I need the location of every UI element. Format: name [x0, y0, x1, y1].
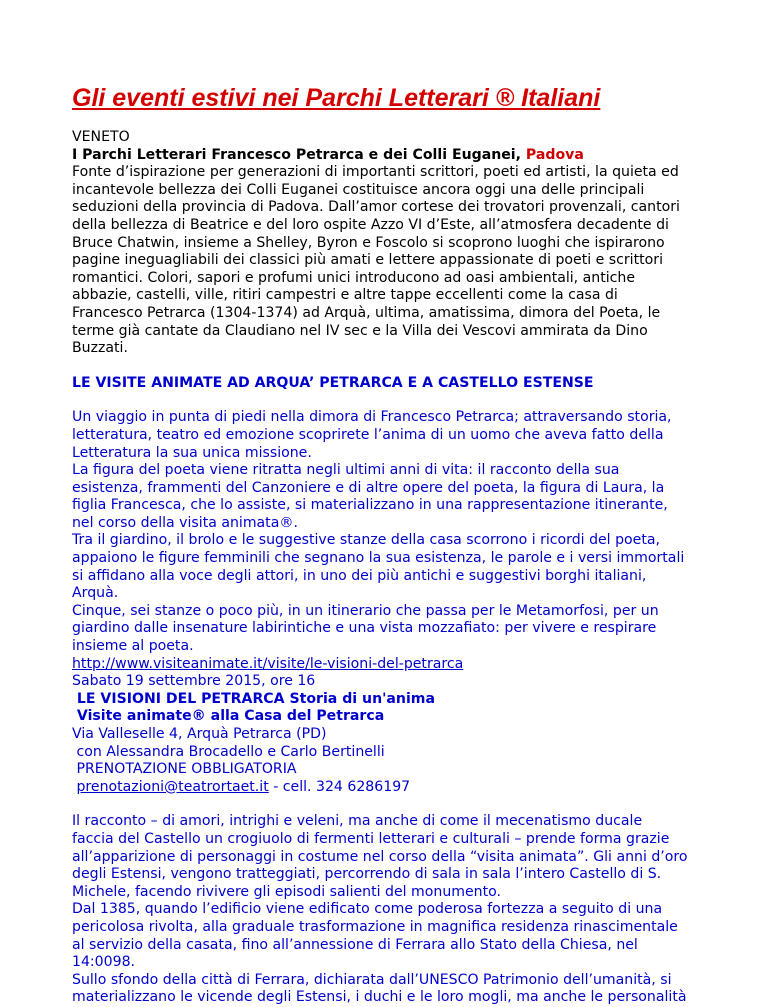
text-line: della bellezza di Beatrice e del loro ospite Azzo VI d’Este, all’atmosfera decadente di [72, 216, 669, 233]
event-booking-note: PRENOTAZIONE OBBLIGATORIA [72, 761, 297, 778]
spacer [72, 392, 712, 409]
section-heading: LE VISITE ANIMATE AD ARQUA’ PETRARCA E A CASTELLO ESTENSE [72, 374, 594, 391]
text-line: terme già cantate da Claudiano nel IV sec e la Villa dei Vescovi ammirata da Dino [72, 322, 648, 339]
text-line: Buzzati. [72, 340, 128, 357]
castle-description [72, 813, 712, 1007]
text-line: giardino dalle insenature labirintiche e una vista mozzafiato: per vivere e respirare [72, 620, 657, 637]
text-line: La figura del poeta viene ritratta negli ultimi anni di vita: il racconto della sua [72, 462, 620, 479]
text-line: Dal 1385, quando l’edificio viene edificato come poderosa fortezza a seguito di una [72, 901, 663, 918]
text-line: pericolosa rivolta, alla graduale trasformazione in magnifica residenza rinascimentale [72, 918, 678, 935]
petrarca-description [72, 409, 712, 655]
text-line: pagine ineguagliabili dei classici più amati e lettere appassionate di poeti e scrittori [72, 252, 663, 269]
event-block [72, 656, 712, 797]
spacer [72, 796, 712, 813]
text-line: Bruce Chatwin, insieme a Shelley, Byron e Foscolo si scoprono luoghi che ispirarono [72, 234, 665, 251]
text-line: Letteratura la sua unica missione. [72, 444, 312, 461]
text-line: al servizio della casata, fino all’annessione di Ferrara allo Stato della Chiesa, nel [72, 936, 638, 953]
event-title: LE VISIONI DEL PETRARCA Storia di un'anima [72, 690, 435, 707]
text-line: romantici. Colori, sapori e profumi unici introducono ad oasi ambientali, antiche [72, 269, 636, 286]
document-page [72, 82, 712, 1007]
spacer [72, 358, 712, 375]
region-label: VENETO [72, 129, 130, 145]
event-address: Via Valleselle 4, Arquà Petrarca (PD) [72, 726, 327, 742]
text-line: Cinque, sei stanze o poco più, in un itinerario che passa per le Metamorfosi, per un [72, 602, 659, 619]
text-line: Michele, facendo rivivere gli episodi salienti del monumento. [72, 883, 501, 900]
text-line: Arquà. [72, 585, 119, 602]
text-line: appaiono le figure femminili che segnano la sua esistenza, le parole e i versi immortali [72, 550, 685, 567]
text-line: Il racconto – di amori, intrighi e veleni, ma anche di come il mecenatismo ducale [72, 813, 643, 830]
text-line: Fonte d’ispirazione per generazioni di importanti scrittori, poeti ed artisti, la quieta ed [72, 164, 679, 181]
text-line: si affidano alla voce degli attori, in uno dei più antichi e suggestivi borghi italiani, [72, 567, 647, 584]
text-line: letteratura, teatro ed emozione scoprirete l’anima di un uomo che aveva fatto della [72, 426, 664, 443]
text-line: Un viaggio in punta di piedi nella dimora di Francesco Petrarca; attraversando storia, [72, 409, 672, 426]
text-line: faccia del Castello un crogiuolo di fermenti letterari e culturali – prende forma grazie [72, 830, 670, 847]
text-line: Tra il giardino, il brolo e le suggestive stanze della casa scorrono i ricordi del poeta, [72, 532, 660, 549]
event-subtitle: Visite animate® alla Casa del Petrarca [72, 708, 385, 725]
text-line: nel corso della visita animata®. [72, 514, 298, 531]
page-title: Gli eventi estivi nei Parchi Letterari ® Italiani [72, 84, 601, 112]
park-heading-text: I Parchi Letterari Francesco Petrarca e dei Colli Euganei, [72, 146, 521, 163]
text-line: all’apparizione di personaggi in costume nel corso della “visita animata”. Gli anni d’oro [72, 848, 688, 865]
text-line: incantevole bellezza dei Colli Euganei costituisce ancora oggi una delle principali [72, 181, 645, 198]
text-line: esistenza, frammenti del Canzoniere e di altre opere del poeta, la figura di Laura, la [72, 479, 665, 496]
text-line: materializzano le vicende degli Estensi, i duchi e le loro mogli, ma anche le personalità [72, 989, 687, 1006]
text-line: 14:0098. [72, 954, 136, 971]
text-line: figlia Francesca, che lo assiste, si materializzano in una rappresentazione itinerante, [72, 497, 668, 514]
event-contact [72, 779, 712, 797]
event-performers: con Alessandra Brocadello e Carlo Bertinelli [72, 743, 385, 760]
text-line: insieme al poeta. [72, 638, 194, 655]
event-date: Sabato 19 settembre 2015, ore 16 [72, 673, 316, 690]
text-line: Francesco Petrarca (1304-1374) ad Arquà, ultima, amatissima, dimora del Poeta, le [72, 304, 661, 321]
text-line: degli Estensi, vengono tratteggiati, percorrendo di sala in sala l’intero Castello di S. [72, 866, 662, 883]
text-line: Sullo sfondo della città di Ferrara, dichiarata dall’UNESCO Patrimonio dell’umanità, si [72, 971, 672, 988]
text-line: abbazie, castelli, ville, ritiri campestri e altre tappe eccellenti come la casa di [72, 287, 618, 304]
phone-number: - cell. 324 6286197 [268, 778, 411, 795]
text-line: seduzioni della provincia di Padova. Dall’amor cortese dei trovatori provenzali, cantori [72, 199, 680, 216]
email-link[interactable]: prenotazioni@teatrortaet.it [76, 778, 269, 795]
park-city: Padova [525, 146, 584, 163]
intro-paragraph [72, 164, 712, 358]
park-heading [72, 147, 712, 165]
event-link[interactable]: http://www.visiteanimate.it/visite/le-visioni-del-petrarca [72, 655, 464, 672]
